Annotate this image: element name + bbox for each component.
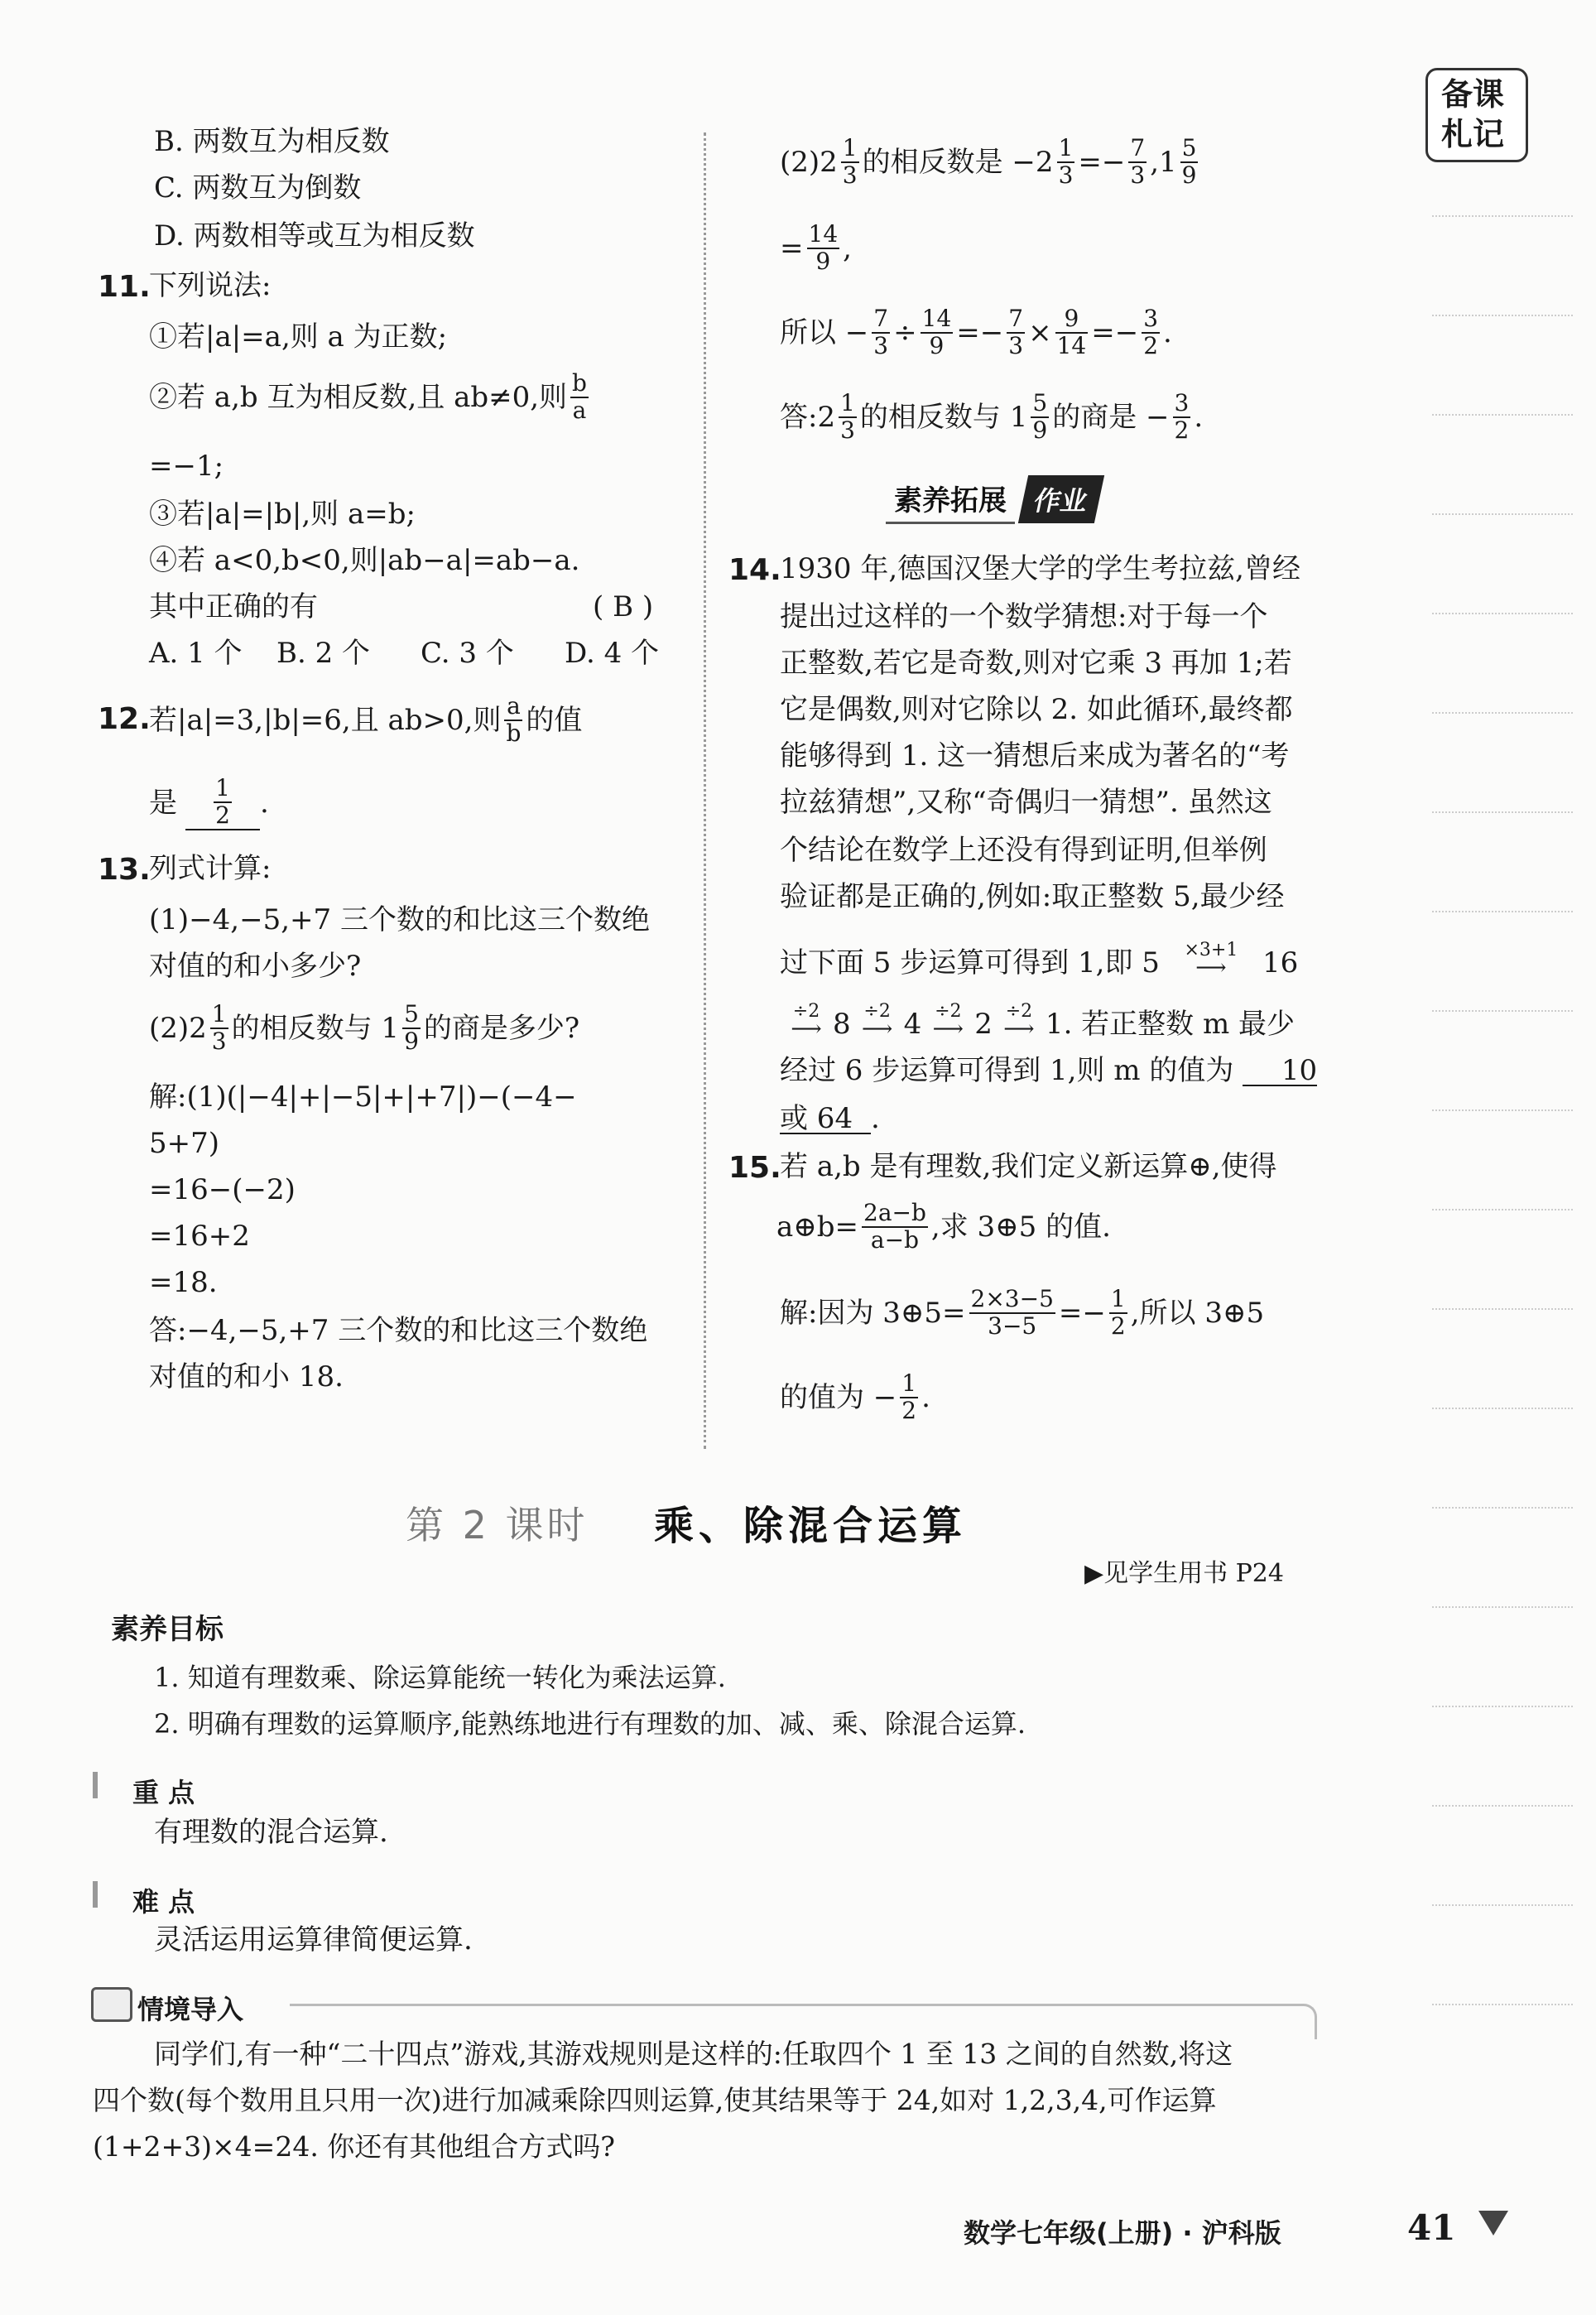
q15-val-pre: 的值为 − bbox=[780, 1381, 897, 1414]
arrow-div2 bbox=[780, 1001, 833, 1042]
lesson-title: 乘、除混合运算 bbox=[654, 1503, 968, 1549]
q12-answer-fraction bbox=[214, 776, 232, 829]
q14-val: 2 bbox=[974, 1008, 993, 1041]
q11-answer: ( B ) bbox=[593, 590, 654, 623]
banner-left: 素养拓展 bbox=[886, 474, 1015, 524]
q14-line-12 bbox=[780, 1102, 880, 1135]
q13-p2-frac2 bbox=[402, 1002, 421, 1055]
q13-p2-frac1 bbox=[210, 1002, 228, 1055]
frac-num: b bbox=[572, 369, 587, 397]
q13-part1-b: 对值的和小多少? bbox=[149, 950, 362, 983]
frac-num: 5 bbox=[1181, 134, 1197, 162]
r4-frac1 bbox=[839, 391, 857, 444]
frac-num: 1 bbox=[1058, 134, 1074, 162]
q14-line-4: 它是偶数,则对它除以 2. 如此循环,最终都 bbox=[780, 693, 1293, 726]
r2-eq: = bbox=[780, 232, 804, 265]
q15-stem: 若 a,b 是有理数,我们定义新运算⊕,使得 bbox=[780, 1150, 1277, 1183]
q14-line-5: 能够得到 1. 这一猜想后来成为著名的“考 bbox=[780, 739, 1290, 772]
frac-num: 14 bbox=[808, 220, 839, 248]
r4-dot: . bbox=[1194, 401, 1204, 434]
frac-num: 7 bbox=[873, 305, 889, 333]
chat-icon bbox=[91, 1987, 132, 2022]
q14-line-3: 正整数,若它是奇数,则对它乘 3 再加 1;若 bbox=[780, 647, 1292, 680]
q11-option-b: B. 2 个 bbox=[276, 637, 371, 670]
option-b: B. 两数互为相反数 bbox=[154, 125, 390, 158]
option-d: D. 两数相等或互为相反数 bbox=[154, 219, 475, 253]
frac-den: 9 bbox=[929, 332, 945, 359]
frac-den: 9 bbox=[1032, 416, 1048, 444]
note-line bbox=[1432, 1805, 1573, 1807]
r3-frac4 bbox=[1055, 306, 1089, 359]
q14-answer-blank-2: 或 64 bbox=[780, 1105, 871, 1134]
intro-line-3: (1+2+3)×4=24. 你还有其他组合方式吗? bbox=[93, 2130, 615, 2163]
r4-pre: 答:2 bbox=[780, 401, 836, 434]
frac-den: 9 bbox=[1181, 161, 1197, 189]
r2-frac bbox=[807, 222, 840, 275]
q14-line-10 bbox=[780, 989, 1296, 1042]
q15-sol-pre: 解:因为 3⊕5= bbox=[780, 1297, 966, 1330]
note-line bbox=[1432, 2004, 1573, 2005]
q12-dot: . bbox=[260, 787, 269, 820]
notes-badge bbox=[1425, 68, 1528, 162]
r3-times: × bbox=[1028, 316, 1052, 349]
goal-2: 2. 明确有理数的运算顺序,能熟练地进行有理数的加、减、乘、除混合运算. bbox=[154, 1708, 1026, 1740]
note-line bbox=[1432, 1109, 1573, 1111]
q15-definition bbox=[776, 1192, 1111, 1262]
note-line bbox=[1432, 414, 1573, 416]
frac-den: b bbox=[506, 720, 522, 747]
q13-stem: 列式计算: bbox=[149, 852, 272, 885]
lesson-number: 第 2 课时 bbox=[406, 1503, 589, 1547]
r1-frac1 bbox=[841, 136, 859, 189]
expansion-banner bbox=[886, 479, 1099, 520]
frac-den: 3 bbox=[1058, 161, 1074, 189]
frac-den: 3−5 bbox=[988, 1312, 1037, 1340]
option-c: C. 两数互为倒数 bbox=[154, 171, 362, 205]
note-line bbox=[1432, 1904, 1573, 1906]
frac-den: 3 bbox=[1130, 161, 1146, 189]
page-number: 41 bbox=[1407, 2207, 1456, 2248]
q11-ask: 其中正确的有 bbox=[149, 590, 318, 623]
corner-arrow-icon bbox=[1478, 2211, 1508, 2236]
q15-value bbox=[780, 1363, 930, 1432]
q14-l10-end: . 若正整数 m 最少 bbox=[1063, 1008, 1296, 1041]
r3-frac5 bbox=[1142, 306, 1160, 359]
frac-num: 7 bbox=[1130, 134, 1146, 162]
arrow-label: ×3+1 bbox=[1184, 940, 1238, 961]
frac-num: 5 bbox=[404, 1000, 419, 1028]
q11-option-d: D. 4 个 bbox=[565, 637, 660, 670]
frac-num: 2×3−5 bbox=[970, 1285, 1054, 1313]
frac-den: 2 bbox=[215, 801, 230, 829]
frac-den: 2 bbox=[1110, 1312, 1126, 1340]
footer-book: 数学七年级(上册) · 沪科版 bbox=[964, 2217, 1281, 2249]
arrow-div2 bbox=[851, 1001, 904, 1042]
difficulty-marker bbox=[93, 1881, 98, 1908]
note-line bbox=[1432, 513, 1573, 515]
intro-line-2: 四个数(每个数用且只用一次)进行加减乘除四则运算,使其结果等于 24,如对 1,2,3,4,可作运算 bbox=[93, 2084, 1217, 2116]
q12-is: 是 bbox=[149, 787, 177, 820]
q14-val: 4 bbox=[903, 1008, 922, 1041]
q11-number: 11. bbox=[98, 270, 151, 304]
goal-1: 1. 知道有理数乘、除运算能统一转化为乘法运算. bbox=[154, 1662, 726, 1693]
frac-num: 1 bbox=[211, 1000, 227, 1028]
q14-line-6: 拉兹猜想”,又称“奇偶归一猜想”. 虽然这 bbox=[780, 786, 1272, 819]
q12-stem bbox=[149, 686, 582, 755]
q15-def-pre: a⊕b= bbox=[776, 1210, 859, 1244]
r3-div: ÷ bbox=[893, 316, 917, 349]
note-line bbox=[1432, 315, 1573, 316]
r4-mid2: 的商是 − bbox=[1052, 401, 1170, 434]
note-line bbox=[1432, 1010, 1573, 1012]
q13-p2-pre: (2)2 bbox=[149, 1012, 207, 1045]
q11-s2-text: ②若 a,b 互为相反数,且 ab≠0,则 bbox=[149, 380, 568, 414]
q14-answer-blank-1: 10 bbox=[1243, 1056, 1317, 1086]
frac-den: 2 bbox=[1174, 416, 1190, 444]
q12-fraction bbox=[504, 694, 522, 747]
note-line bbox=[1432, 1706, 1573, 1707]
q12-answer-blank bbox=[185, 776, 260, 830]
frac-num: a bbox=[504, 694, 522, 721]
column-divider bbox=[704, 132, 706, 1449]
note-line bbox=[1432, 811, 1573, 813]
frac-num: 9 bbox=[1055, 306, 1089, 334]
q11-stem: 下列说法: bbox=[149, 269, 272, 302]
r2-comma: , bbox=[843, 232, 852, 265]
intro-line-1: 同学们,有一种“二十四点”游戏,其游戏规则是这样的:任取四个 1 至 13 之间的自然数,将这 bbox=[154, 2038, 1233, 2070]
q14-val: 1 bbox=[1045, 1008, 1064, 1041]
r1-eq: =− bbox=[1078, 146, 1126, 179]
solution-line-7: 对值的和小 18. bbox=[149, 1360, 344, 1393]
r3-eq2: =− bbox=[1091, 316, 1139, 349]
q15-def-frac bbox=[862, 1201, 928, 1254]
frac-num: 5 bbox=[1032, 389, 1048, 417]
note-line bbox=[1432, 1408, 1573, 1409]
arrow-icon: ⟶ bbox=[932, 1017, 964, 1042]
q11-option-c: C. 3 个 bbox=[421, 637, 514, 670]
arrow-div2 bbox=[993, 1001, 1046, 1042]
q14-dot: . bbox=[871, 1102, 880, 1135]
r4-mid: 的相反数与 1 bbox=[859, 401, 1028, 434]
r3-dot: . bbox=[1163, 316, 1172, 349]
difficulty-title: 难 点 bbox=[132, 1886, 195, 1918]
arrow-div2 bbox=[921, 1001, 974, 1042]
badge-line1: 备课 bbox=[1441, 76, 1505, 113]
badge-line2: 札记 bbox=[1441, 116, 1505, 152]
frac-num: 2a−b bbox=[863, 1199, 926, 1227]
r-line-4 bbox=[780, 383, 1203, 452]
q15-sol-frac1 bbox=[969, 1287, 1055, 1340]
r3-eq: =− bbox=[956, 316, 1004, 349]
key-title: 重 点 bbox=[132, 1777, 195, 1808]
r1-comma: ,1 bbox=[1150, 146, 1177, 179]
arrow-times3plus1 bbox=[1165, 940, 1257, 981]
q12-answer-line bbox=[149, 768, 269, 838]
note-line bbox=[1432, 712, 1573, 714]
arrow-icon: ⟶ bbox=[791, 1017, 822, 1042]
frac-num: 1 bbox=[215, 774, 230, 802]
difficulty-text: 灵活运用运算律简便运算. bbox=[154, 1923, 473, 1956]
q15-def-end: ,求 3⊕5 的值. bbox=[930, 1210, 1111, 1244]
key-marker bbox=[93, 1772, 98, 1798]
arrow-label: ÷2 bbox=[863, 1001, 891, 1023]
frac-den: 3 bbox=[211, 1028, 227, 1055]
r3-frac1 bbox=[872, 306, 890, 359]
goals-title: 素养目标 bbox=[111, 1613, 224, 1646]
q14-l9-end: 16 bbox=[1262, 946, 1299, 979]
arrow-label: ÷2 bbox=[1005, 1001, 1033, 1023]
frac-den: a bbox=[572, 396, 587, 424]
key-text: 有理数的混合运算. bbox=[154, 1816, 388, 1849]
q11-statement-2-cont: =−1; bbox=[149, 450, 224, 483]
frac-num: 3 bbox=[1143, 305, 1159, 333]
q15-sol-end: ,所以 3⊕5 bbox=[1130, 1297, 1265, 1330]
q11-statement-4: ④若 a<0,b<0,则|ab−a|=ab−a. bbox=[149, 544, 580, 577]
solution-line-4: =16+2 bbox=[149, 1220, 250, 1253]
q15-val-dot: . bbox=[921, 1381, 930, 1414]
q13-number: 13. bbox=[98, 853, 151, 887]
r1-mid: 的相反数是 −2 bbox=[862, 146, 1054, 179]
q14-l9-pre: 过下面 5 步运算可得到 1,即 5 bbox=[780, 946, 1160, 979]
frac-den: 2 bbox=[901, 1397, 917, 1424]
q14-line-2: 提出过这样的一个数学猜想:对于每一个 bbox=[780, 600, 1268, 633]
arrow-label: ÷2 bbox=[792, 1001, 820, 1023]
note-line bbox=[1432, 215, 1573, 217]
banner-right: 作业 bbox=[1018, 475, 1104, 523]
q14-line-1: 1930 年,德国汉堡大学的学生考拉兹,曾经 bbox=[780, 552, 1300, 585]
solution-line-1: 解:(1)(|−4|+|−5|+|+7|)−(−4− bbox=[149, 1080, 577, 1114]
frac-den: 9 bbox=[815, 248, 831, 275]
q15-solution bbox=[780, 1278, 1264, 1348]
note-line bbox=[1432, 1308, 1573, 1310]
frac-den: 9 bbox=[404, 1028, 419, 1055]
intro-title: 情境导入 bbox=[137, 1994, 244, 2025]
q14-line-11 bbox=[780, 1056, 1317, 1086]
frac-num: 14 bbox=[921, 305, 952, 333]
frac-den: a−b bbox=[870, 1226, 919, 1254]
q11-statement-3: ③若|a|=|b|,则 a=b; bbox=[149, 498, 416, 531]
q14-line-8: 验证都是正确的,例如:取正整数 5,最少经 bbox=[780, 880, 1285, 913]
q12-tail: 的值 bbox=[526, 704, 583, 737]
q11-statement-1: ①若|a|=a,则 a 为正数; bbox=[149, 320, 448, 354]
arrow-icon: ⟶ bbox=[862, 1017, 893, 1042]
frac-den: 14 bbox=[1056, 332, 1087, 359]
q13-p2-end: 的商是多少? bbox=[423, 1012, 580, 1045]
frac-num: 7 bbox=[1008, 305, 1024, 333]
note-line bbox=[1432, 911, 1573, 912]
q11-statement-2 bbox=[149, 371, 592, 424]
frac-den: 3 bbox=[840, 416, 855, 444]
frac-den: 3 bbox=[873, 332, 889, 359]
solution-line-3: =16−(−2) bbox=[149, 1173, 296, 1206]
frac-den: 2 bbox=[1143, 332, 1159, 359]
arrow-icon: ⟶ bbox=[1003, 1017, 1035, 1042]
q14-number: 14. bbox=[728, 553, 781, 587]
frac-num: 1 bbox=[842, 134, 858, 162]
arrow-icon: ⟶ bbox=[1195, 955, 1227, 981]
frac-num: 1 bbox=[1110, 1285, 1126, 1313]
solution-line-6: 答:−4,−5,+7 三个数的和比这三个数绝 bbox=[149, 1314, 648, 1347]
note-line bbox=[1432, 1209, 1573, 1210]
r1-frac2 bbox=[1057, 136, 1075, 189]
intro-rule-corner bbox=[1301, 2004, 1317, 2039]
q14-line-9 bbox=[780, 927, 1299, 981]
r-line-1 bbox=[780, 128, 1201, 197]
note-line bbox=[1432, 1606, 1573, 1608]
r1-pre: (2)2 bbox=[780, 146, 838, 179]
note-line bbox=[1432, 613, 1573, 614]
frac-num: 1 bbox=[840, 389, 855, 417]
q12-stem-text: 若|a|=3,|b|=6,且 ab>0,则 bbox=[149, 704, 502, 737]
q13-p2-mid: 的相反数与 1 bbox=[231, 1012, 400, 1045]
q11-s2-fraction bbox=[570, 371, 589, 424]
r-line-2 bbox=[780, 214, 852, 283]
solution-line-5: =18. bbox=[149, 1266, 218, 1299]
q15-val-frac bbox=[900, 1371, 918, 1424]
q14-val: 8 bbox=[833, 1008, 851, 1041]
q15-sol-frac2 bbox=[1109, 1287, 1127, 1340]
frac-den: 3 bbox=[1008, 332, 1024, 359]
r1-frac3 bbox=[1128, 136, 1147, 189]
intro-rule bbox=[290, 2004, 1301, 2006]
q12-number: 12. bbox=[98, 702, 151, 736]
arrow-label: ÷2 bbox=[935, 1001, 962, 1023]
q11-option-a: A. 1 个 bbox=[149, 637, 243, 670]
q14-line-7: 个结论在数学上还没有得到证明,但举例 bbox=[780, 834, 1267, 867]
r1-frac4 bbox=[1180, 136, 1199, 189]
r4-frac2 bbox=[1031, 391, 1049, 444]
q15-sol-eq: =− bbox=[1058, 1297, 1106, 1330]
frac-num: 3 bbox=[1174, 389, 1190, 417]
q14-l11-text: 经过 6 步运算可得到 1,则 m 的值为 bbox=[780, 1054, 1234, 1087]
q13-part2 bbox=[149, 994, 579, 1063]
frac-den: 3 bbox=[842, 161, 858, 189]
r3-frac2 bbox=[921, 306, 954, 359]
r-line-3 bbox=[780, 298, 1172, 368]
r3-frac3 bbox=[1007, 306, 1025, 359]
solution-line-2: 5+7) bbox=[149, 1127, 220, 1160]
q15-number: 15. bbox=[728, 1151, 781, 1185]
note-line bbox=[1432, 1507, 1573, 1509]
student-book-ref: ▶见学生用书 P24 bbox=[1084, 1559, 1284, 1588]
r4-frac3 bbox=[1173, 391, 1191, 444]
r3-pre: 所以 − bbox=[780, 316, 869, 349]
frac-num: 1 bbox=[901, 1369, 917, 1398]
q13-part1-a: (1)−4,−5,+7 三个数的和比这三个数绝 bbox=[149, 903, 650, 936]
